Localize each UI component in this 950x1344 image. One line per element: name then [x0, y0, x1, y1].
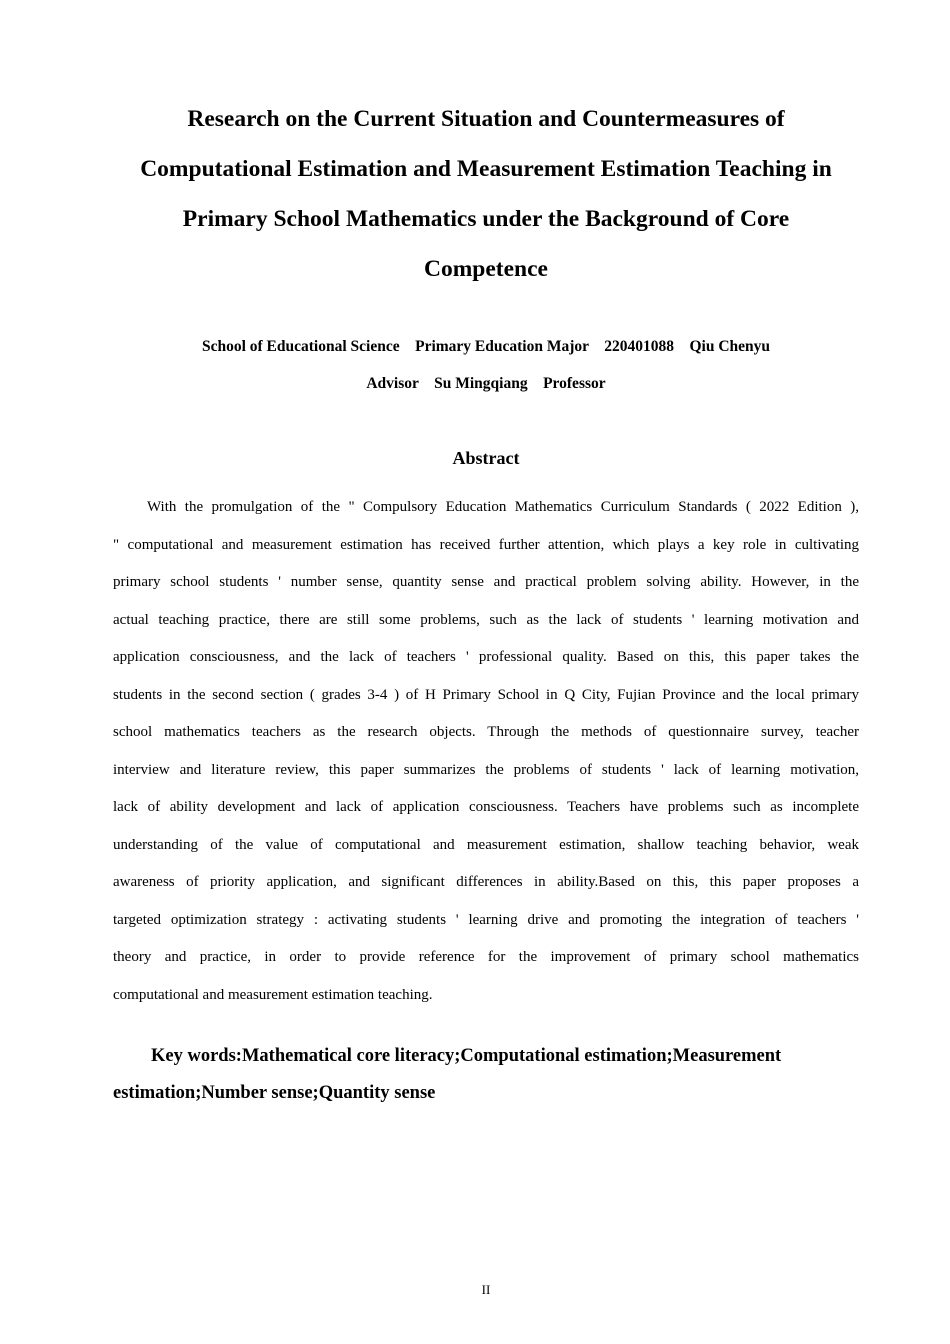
abstract-line: computational and measurement estimation teaching.	[113, 986, 433, 1003]
advisor-info: Advisor Su Mingqiang Professor	[366, 375, 606, 392]
title-line: Competence	[424, 256, 548, 282]
abstract-line: students in the second section ( grades 3-4 ) of H Primary School in Q City, Fujian Province and the local primary	[113, 686, 859, 703]
abstract-line: theory and practice, in order to provide reference for the improvement of primary school mathematics	[113, 949, 859, 965]
abstract-line: " computational and measurement estimation has received further attention, which plays a key role in cultivating	[113, 536, 859, 553]
abstract-line: application consciousness, and the lack of teachers ' professional quality. Based on this, this paper takes the	[113, 649, 859, 665]
title-line: Primary School Mathematics under the Background of Core	[182, 206, 790, 232]
keywords-line: Key words:Mathematical core literacy;Computational estimation;Measurement	[151, 1046, 782, 1066]
abstract-line: interview and literature review, this paper summarizes the problems of students ' lack of learning motivation,	[113, 761, 859, 778]
abstract-body	[113, 489, 859, 1014]
abstract-line: lack of ability development and lack of application consciousness. Teachers have problems such as incomplete	[113, 799, 859, 815]
abstract-line: understanding of the value of computational and measurement estimation, shallow teaching behavior, weak	[113, 836, 859, 853]
abstract-line: primary school students ' number sense, quantity sense and practical problem solving ability. However, in the	[113, 574, 859, 590]
abstract-heading: Abstract	[452, 448, 520, 468]
abstract-line: With the promulgation of the " Compulsory Education Mathematics Curriculum Standards ( 2022 Edition ),	[147, 499, 859, 515]
abstract-line: actual teaching practice, there are still some problems, such as the lack of students ' learning motivation and	[113, 611, 859, 628]
title-line: Computational Estimation and Measurement Estimation Teaching in	[140, 156, 832, 182]
keywords-line: estimation;Number sense;Quantity sense	[113, 1083, 436, 1103]
abstract-line: awareness of priority application, and significant differences in ability.Based on this, this paper proposes a	[113, 874, 859, 890]
keywords	[113, 1038, 859, 1112]
abstract-line: targeted optimization strategy : activating students ' learning drive and promoting the integration of teachers '	[113, 911, 859, 928]
abstract-line: school mathematics teachers as the research objects. Through the methods of questionnaire survey, teacher	[113, 724, 859, 740]
title-line: Research on the Current Situation and Countermeasures of	[187, 106, 785, 132]
page-number: II	[481, 1282, 491, 1297]
paper-title	[110, 94, 862, 294]
author-affiliation: School of Educational Science Primary Education Major 220401088 Qiu Chenyu	[201, 338, 771, 355]
